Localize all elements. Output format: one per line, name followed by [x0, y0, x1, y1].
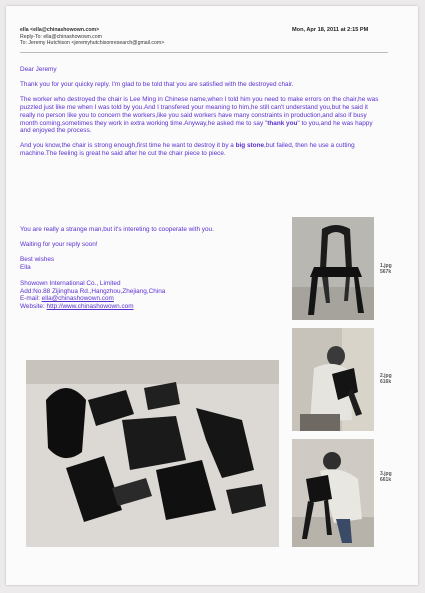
attachment-photo-worker-cutting[interactable]	[292, 328, 374, 431]
attachment-caption-3: 3.jpg 661k	[380, 471, 392, 483]
closing: Best wishes	[20, 255, 55, 263]
company-email: E-mail: ella@chinashowown.com	[20, 295, 114, 303]
company-address: Add:No.88 Zijinghua Rd.,Hangzhou,Zhejiang,China	[20, 287, 166, 295]
attachment-photo-chair[interactable]	[292, 217, 374, 320]
paragraph-3: And you know,the chair is strong enough,first time he want to destroy it by a big stone,but failed, then he use a cutting machine.The feeling is great he said after he cut the chair piece to piece.	[20, 142, 355, 158]
company-website: Website: http://www.chinashowown.com	[20, 303, 134, 311]
attachment-photo-destroyed-chair[interactable]	[26, 360, 279, 547]
website-link[interactable]: http://www.chinashowown.com	[46, 303, 134, 311]
paragraph-2: The worker who destroyed the chair is Lee Ming in Chinese name,when I told him you need to make errors on the chair,he was puzzled just like me when I was told by you.And I transfered your meaning to him,he still can't understand you,but he said it really no person like you to concern the workers,like you said workers have many constraints in production,and also if busy month coming,sometimes they work in extra working time.Anyway,he asked me to say "thank you" to you,and he was happy and enjoyed the process.	[20, 95, 379, 135]
closing-block	[20, 256, 285, 272]
email-body	[20, 66, 382, 165]
attachment-caption-2: 2.jpg 616k	[380, 373, 392, 385]
email-body-lower	[20, 226, 285, 311]
signature: Ella	[20, 263, 31, 271]
from-line: ella <ella@chinashowown.com>	[20, 27, 100, 33]
attachment-photo-worker-chair[interactable]	[292, 439, 374, 547]
paragraph-5: Waiting for your reply soon!	[20, 240, 98, 248]
reply-to-line: Reply-To: ella@chinashowown.com	[20, 33, 102, 40]
email-link[interactable]: ella@chinashowown.com	[41, 295, 114, 303]
to-line: To: Jeremy Hutchison <jeremyhutchisonresearch@gmail.com>	[20, 40, 165, 47]
company-block	[20, 280, 285, 312]
greeting: Dear Jeremy	[20, 66, 57, 73]
attachment-caption-1: 1.jpg 567k	[380, 263, 392, 275]
email-header	[20, 27, 260, 47]
email-date: Mon, Apr 18, 2011 at 2:15 PM	[292, 27, 369, 33]
company-name: Showown International Co., Limited	[20, 279, 121, 287]
paragraph-1: Thank you for your quicky reply. I'm glad to be told that you are satisfied with the destroyed chair.	[20, 80, 294, 88]
header-divider	[20, 52, 388, 53]
paragraph-4: You are really a strange man,but it's intereting to cooperate with you.	[20, 226, 214, 233]
